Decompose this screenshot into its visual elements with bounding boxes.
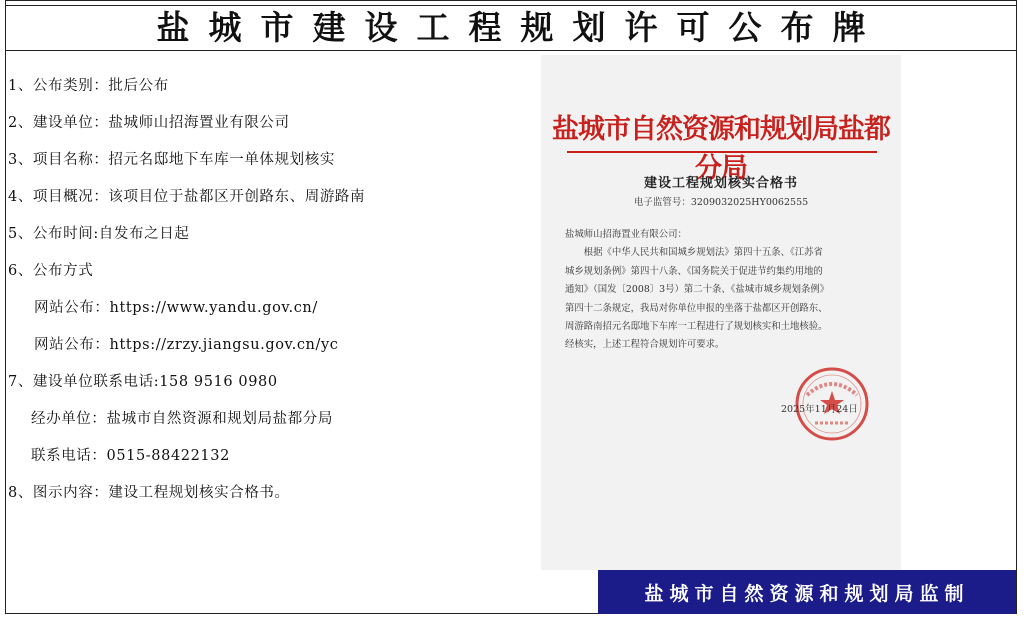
certificate-line: 通知》（国发〔2008〕3号）第二十条、《盐城市城乡规划条例》 xyxy=(565,284,830,296)
item-builder: 2、建设单位：盐城师山招海置业有限公司 xyxy=(8,115,290,131)
item-category: 1、公布类别：批后公布 xyxy=(8,78,169,94)
top-divider xyxy=(6,5,1016,6)
certificate-line: 根据《中华人民共和国城乡规划法》第四十五条、《江苏省 xyxy=(583,247,823,259)
item-project-name: 3、项目名称：招元名邸地下车库一单体规划核实 xyxy=(8,152,335,168)
certificate-line: 城乡规划条例》第四十八条、《国务院关于促进节约集约用地的 xyxy=(565,265,823,277)
notice-items xyxy=(8,68,528,512)
certificate-date: 2025年11月24日 xyxy=(781,404,858,415)
certificate-line: 周游路南招元名邸地下车库一工程进行了规划核实和土地核验。 xyxy=(565,321,828,333)
item-contact-phone: 联系电话：0515-88422132 xyxy=(31,448,230,464)
title-row xyxy=(6,1,1016,51)
supervision-banner: 盐城市自然资源和规划局监制 xyxy=(598,570,1016,614)
item-website-2: 网站公布：https://zrzy.jiangsu.gov.cn/yc xyxy=(34,337,339,353)
certificate-image xyxy=(541,55,901,570)
certificate-line: 经核实，上述工程符合规划许可要求。 xyxy=(565,339,725,351)
item-handling-unit: 经办单位：盐城市自然资源和规划局盐都分局 xyxy=(31,411,333,427)
certificate-body xyxy=(565,226,883,355)
certificate-line: 第四十二条规定，我局对你单位申报的坐落于盐都区开创路东、 xyxy=(565,302,828,314)
item-publish-method: 6、公布方式 xyxy=(8,263,94,279)
item-builder-phone: 7、建设单位联系电话:158 9516 0980 xyxy=(8,374,278,390)
page-title: 盐城市建设工程规划许可公布牌 xyxy=(156,8,885,47)
item-illustration: 8、图示内容：建设工程规划核实合格书。 xyxy=(8,485,290,501)
certificate-addressee: 盐城师山招海置业有限公司： xyxy=(565,229,687,240)
certificate-title: 建设工程规划核实合格书 xyxy=(643,176,798,191)
item-overview: 4、项目概况：该项目位于盐都区开创路东、周游路南 xyxy=(8,189,366,205)
item-publish-time: 5、公布时间:自发布之日起 xyxy=(8,226,190,242)
certificate-serial: 电子监管号：3209032025HY0062555 xyxy=(633,197,809,208)
certificate-issuer: 盐城市自然资源和规划局盐都分局 xyxy=(552,114,890,184)
certificate-red-rule xyxy=(567,151,877,153)
item-website-1: 网站公布：https://www.yandu.gov.cn/ xyxy=(34,300,318,316)
